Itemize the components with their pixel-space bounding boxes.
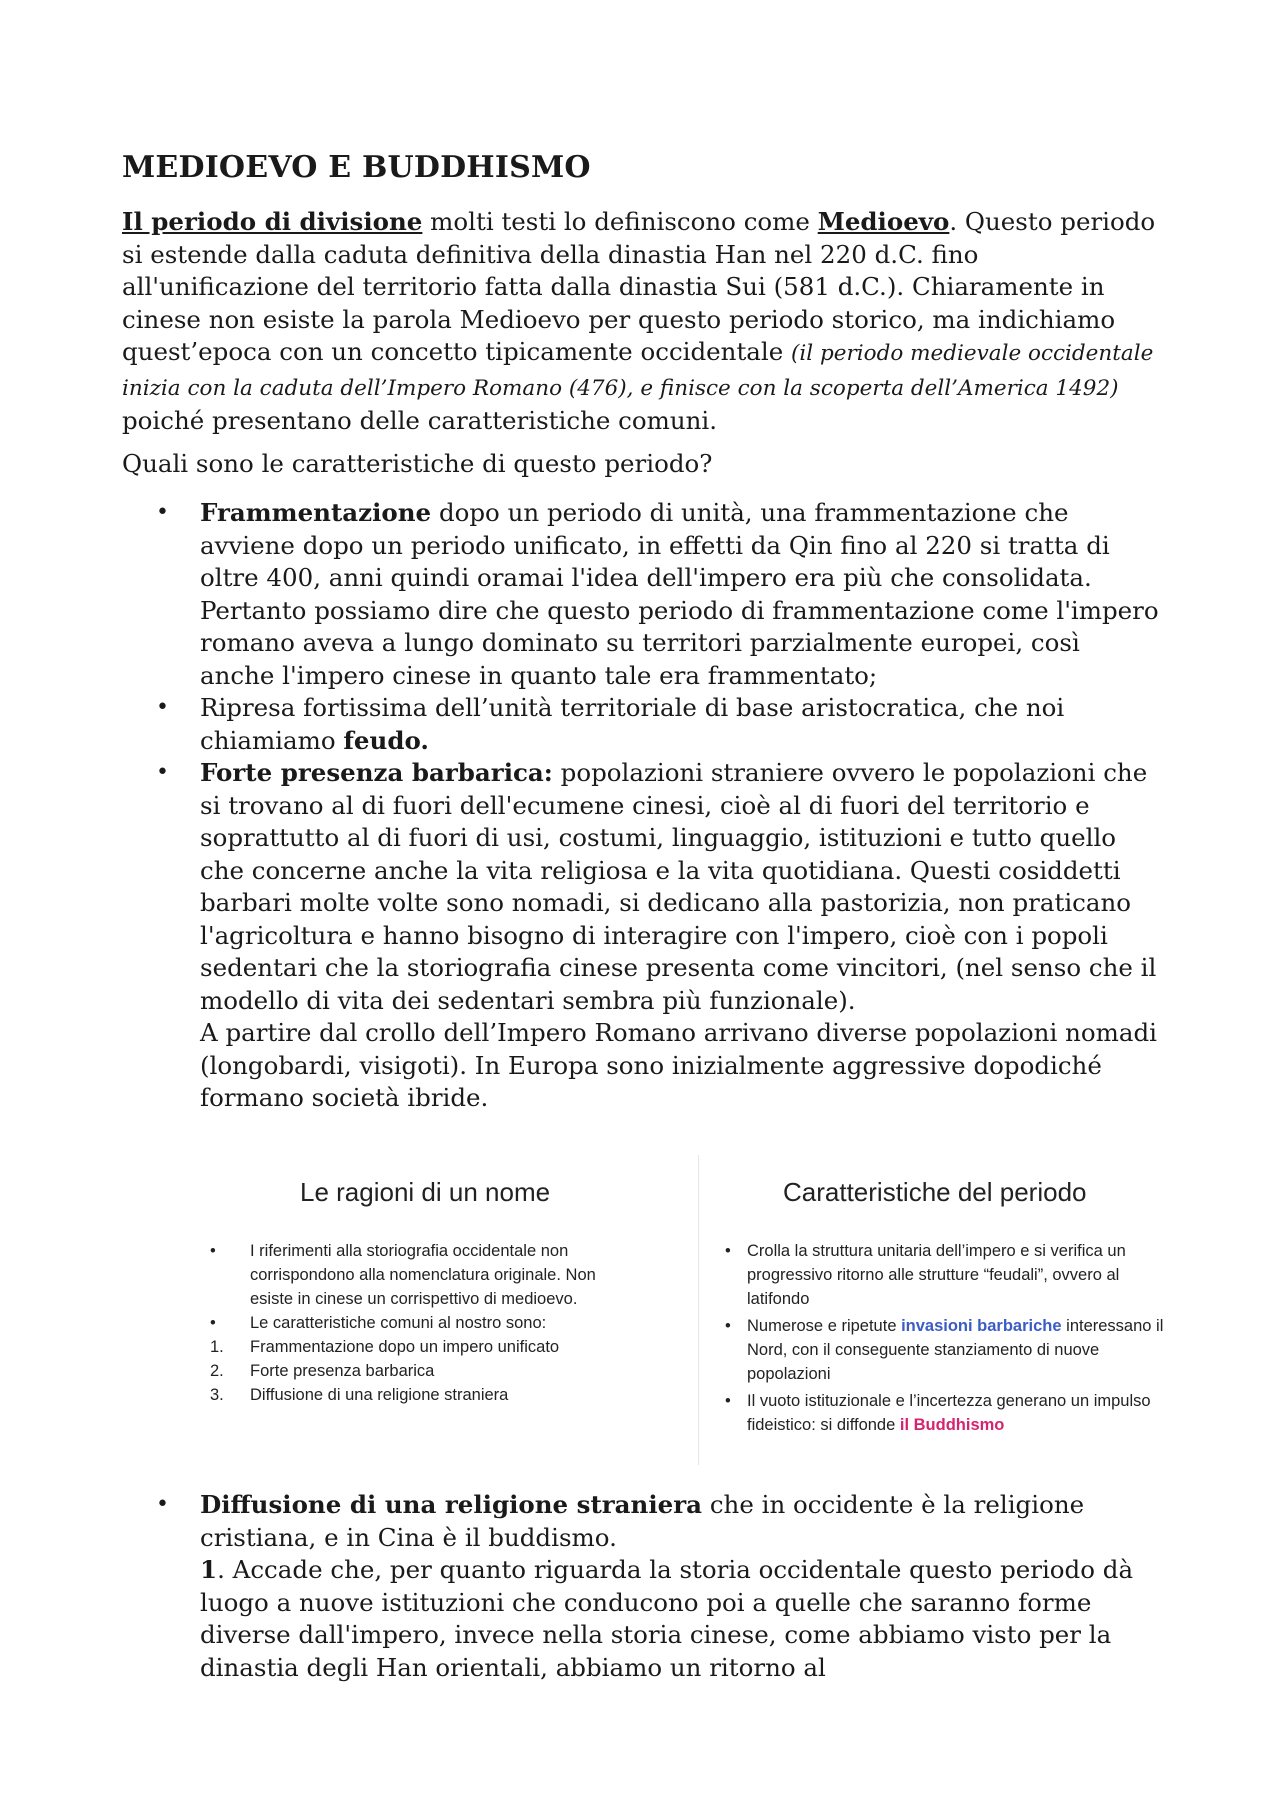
slide-list-item: • Le caratteristiche comuni al nostro sono: bbox=[210, 1314, 547, 1332]
highlight-invasioni: invasioni barbariche bbox=[901, 1317, 1062, 1335]
intro-italic-note: (il periodo medievale occidentale inizia con la caduta dell’Impero Romano (476), e finisce con la scoperta dell’America 1492) bbox=[122, 341, 1154, 401]
slide-right-title: Caratteristiche del periodo bbox=[783, 1177, 1087, 1207]
slide-list-item: 1. Frammentazione dopo un impero unificato bbox=[210, 1338, 560, 1356]
slide-image bbox=[195, 1155, 1195, 1465]
bullet-dot: • bbox=[156, 1492, 169, 1517]
slide-list-item: 3. Diffusione di una religione straniera bbox=[210, 1386, 509, 1404]
bullet-text: che in occidente è la religione cristiana, e in Cina è il buddismo. bbox=[200, 1490, 1085, 1552]
slide-divider bbox=[698, 1155, 699, 1465]
characteristics-list bbox=[0, 497, 1160, 1115]
slide-list-item: • I riferimenti alla storiografia occidentale non corrispondono alla nomenclatura originale. Non esiste in cinese un corrispettivo di medioevo. bbox=[210, 1242, 596, 1308]
slide-left-list bbox=[210, 1239, 635, 1407]
bullet-text: Ripresa fortissima dell’unità territoriale di base aristocratica, che noi chiamiamo bbox=[200, 693, 1065, 755]
intro-text-1: molti testi lo definiscono come bbox=[422, 207, 818, 236]
list-item-barbari bbox=[0, 757, 1160, 1115]
slide-list-item: • Il vuoto istituzionale e l’incertezza generano un impulso fideistico: si diffonde il Buddhismo bbox=[725, 1392, 1151, 1434]
list-item-religione bbox=[0, 1489, 1160, 1684]
bullet-term: Diffusione di una religione straniera bbox=[200, 1490, 703, 1519]
term-medioevo: Medioevo bbox=[817, 207, 950, 236]
slide-right-list bbox=[725, 1239, 1185, 1437]
bullet-term: Forte presenza barbarica: bbox=[200, 758, 553, 787]
bullet-term: feudo. bbox=[343, 725, 429, 755]
slide-list-item: • Numerose e ripetute invasioni barbariche interessano il Nord, con il conseguente stanziamento di nuove popolazioni bbox=[725, 1317, 1164, 1383]
bullet-dot: • bbox=[156, 500, 169, 525]
bullet-continuation: A partire dal crollo dell’Impero Romano arrivano diverse popolazioni nomadi (longobardi, visigoti). In Europa sono inizialmente aggressive dopodiché formano società ibride. bbox=[200, 1018, 1157, 1112]
intro-text-2: . Questo periodo si estende dalla caduta definitiva della dinastia Han nel 220 d.C. fino all'unificazione del territorio fatta dalla dinastia Sui (581 d.C.). Chiaramente in cinese non esiste la parola Medioevo per questo periodo storico, ma indichiamo quest’epoca con un concetto tipicamente occidentale bbox=[122, 207, 1156, 366]
slide-left-title: Le ragioni di un nome bbox=[300, 1177, 551, 1207]
slide-list-item: • Crolla la struttura unitaria dell’impero e si verifica un progressivo ritorno alle strutture “feudali”, ovvero al latifondo bbox=[725, 1242, 1126, 1308]
page-title: MEDIOEVO E BUDDHISMO bbox=[122, 150, 591, 185]
list-item-feudo bbox=[0, 692, 1160, 757]
intro-text-3: poiché presentano delle caratteristiche comuni. bbox=[122, 406, 718, 435]
intro-paragraph bbox=[122, 206, 1172, 438]
highlight-buddhismo: il Buddhismo bbox=[899, 1416, 1005, 1434]
bullet-term: Frammentazione bbox=[200, 498, 432, 527]
list-item-frammentazione bbox=[0, 497, 1160, 692]
bullet-text: popolazioni straniere ovvero le popolazioni che si trovano al di fuori dell'ecumene cinesi, cioè al di fuori del territorio e soprattutto al di fuori di usi, costumi, linguaggio, istituzioni e tutto quello che concerne anche la vita religiosa e la vita quotidiana. Questi cosiddetti barbari molte volte sono nomadi, si dedicano alla pastorizia, non praticano l'agricoltura e hanno bisogno di interagire con l'impero, cioè con i popoli sedentari che la storiografia cinese presenta come vincitori, (nel senso che il modello di vita dei sedentari sembra più funzionale). bbox=[200, 758, 1157, 1015]
point-number: 1 bbox=[200, 1555, 218, 1584]
term-periodo-divisione: Il periodo di divisione bbox=[122, 207, 423, 236]
bullet-text: dopo un periodo di unità, una frammentazione che avviene dopo un periodo unificato, in effetti da Qin fino al 220 si tratta di oltre 400, anni quindi oramai l'idea dell'impero era più che consolidata. Pertanto possiamo dire che questo periodo di frammentazione come l'impero romano aveva a lungo dominato su territori parzialmente europei, così anche l'impero cinese in quanto tale era frammentato; bbox=[200, 498, 1159, 690]
characteristics-list-continued bbox=[0, 1489, 1160, 1684]
question-line: Quali sono le caratteristiche di questo periodo? bbox=[122, 449, 713, 478]
bullet-dot: • bbox=[156, 760, 169, 785]
bullet-dot: • bbox=[156, 695, 169, 720]
slide-list-item: 2. Forte presenza barbarica bbox=[210, 1362, 435, 1380]
bullet-continuation: . Accade che, per quanto riguarda la storia occidentale questo periodo dà luogo a nuove istituzioni che conducono poi a quelle che saranno forme diverse dall'impero, invece nella storia cinese, come abbiamo visto per la dinastia degli Han orientali, abbiamo un ritorno al bbox=[200, 1555, 1134, 1682]
